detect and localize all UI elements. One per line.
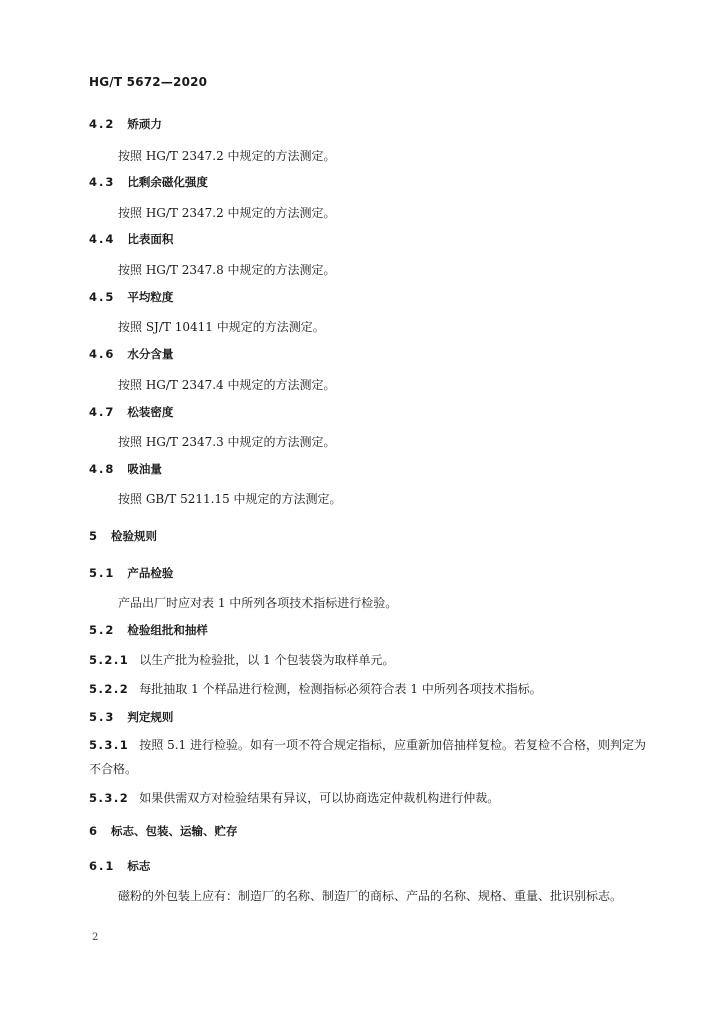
section-heading-4-8 — [89, 461, 162, 477]
section-title: 矫顽力 — [127, 117, 162, 131]
section-heading-5-1 — [89, 565, 173, 581]
clause-text: 按照 5.1 进行检验。如有一项不符合规定指标，应重新加倍抽样复检。若复检不合格，则判定为不合格。 — [89, 738, 646, 776]
section-number: 4.5 — [89, 290, 116, 304]
section-text-5-1: 产品出厂时应对表 1 中所列各项技术指标进行检验。 — [118, 596, 398, 610]
section-title: 吸油量 — [127, 462, 162, 476]
section-text-4-7: 按照 HG/T 2347.3 中规定的方法测定。 — [118, 435, 336, 449]
section-heading-4-7 — [89, 404, 173, 420]
section-text-6-1: 磁粉的外包装上应有：制造厂的名称、制造厂的商标、产品的名称、规格、重量、批识别标志。 — [118, 889, 623, 903]
clause-number: 5.3.1 — [89, 738, 130, 752]
section-heading-5-2 — [89, 622, 208, 638]
clause-5-3-1 — [89, 733, 649, 781]
section-number: 4.6 — [89, 347, 116, 361]
chapter-title: 标志、包装、运输、贮存 — [111, 824, 238, 838]
clause-number: 5.3.2 — [89, 791, 130, 805]
section-title: 比表面积 — [127, 232, 174, 246]
section-heading-4-6 — [89, 346, 173, 362]
chapter-number: 5 — [89, 529, 100, 543]
clause-number: 5.2.2 — [89, 682, 130, 696]
section-number: 6.1 — [89, 859, 116, 873]
section-number: 4.8 — [89, 462, 116, 476]
section-number: 5.1 — [89, 566, 116, 580]
chapter-number: 6 — [89, 824, 100, 838]
section-number: 5.2 — [89, 623, 116, 637]
section-heading-6-1 — [89, 858, 150, 874]
section-number: 4.3 — [89, 175, 116, 189]
section-title: 水分含量 — [127, 347, 174, 361]
section-title: 判定规则 — [127, 710, 174, 724]
section-heading-4-3 — [89, 174, 208, 190]
clause-text: 以生产批为检验批，以 1 个包装袋为取样单元。 — [139, 653, 395, 667]
section-text-4-6: 按照 HG/T 2347.4 中规定的方法测定。 — [118, 378, 336, 392]
section-title: 检验组批和抽样 — [127, 623, 208, 637]
section-text-4-2: 按照 HG/T 2347.2 中规定的方法测定。 — [118, 149, 336, 163]
clause-5-3-2 — [89, 789, 499, 806]
chapter-heading-6 — [89, 823, 238, 839]
clause-text: 如果供需双方对检验结果有异议，可以协商选定仲裁机构进行仲裁。 — [139, 791, 500, 805]
section-title: 产品检验 — [127, 566, 174, 580]
section-title: 松装密度 — [127, 405, 174, 419]
section-title: 平均粒度 — [127, 290, 174, 304]
chapter-title: 检验规则 — [111, 529, 158, 543]
clause-text: 每批抽取 1 个样品进行检测，检测指标必须符合表 1 中所列各项技术指标。 — [139, 682, 542, 696]
section-number: 5.3 — [89, 710, 116, 724]
standard-header: HG/T 5672—2020 — [89, 75, 208, 89]
clause-5-2-2 — [89, 680, 542, 697]
clause-5-2-1 — [89, 651, 395, 668]
section-text-4-5: 按照 SJ/T 10411 中规定的方法测定。 — [118, 320, 325, 334]
section-number: 4.4 — [89, 232, 116, 246]
section-text-4-3: 按照 HG/T 2347.2 中规定的方法测定。 — [118, 206, 336, 220]
section-heading-4-2 — [89, 116, 162, 132]
section-title: 标志 — [127, 859, 151, 873]
section-text-4-4: 按照 HG/T 2347.8 中规定的方法测定。 — [118, 263, 336, 277]
chapter-heading-5 — [89, 528, 157, 544]
section-text-4-8: 按照 GB/T 5211.15 中规定的方法测定。 — [118, 492, 342, 506]
section-heading-5-3 — [89, 709, 173, 725]
section-number: 4.2 — [89, 117, 116, 131]
section-title: 比剩余磁化强度 — [127, 175, 208, 189]
section-heading-4-5 — [89, 289, 173, 305]
section-number: 4.7 — [89, 405, 116, 419]
section-heading-4-4 — [89, 231, 173, 247]
clause-number: 5.2.1 — [89, 653, 130, 667]
page-number: 2 — [92, 932, 99, 943]
